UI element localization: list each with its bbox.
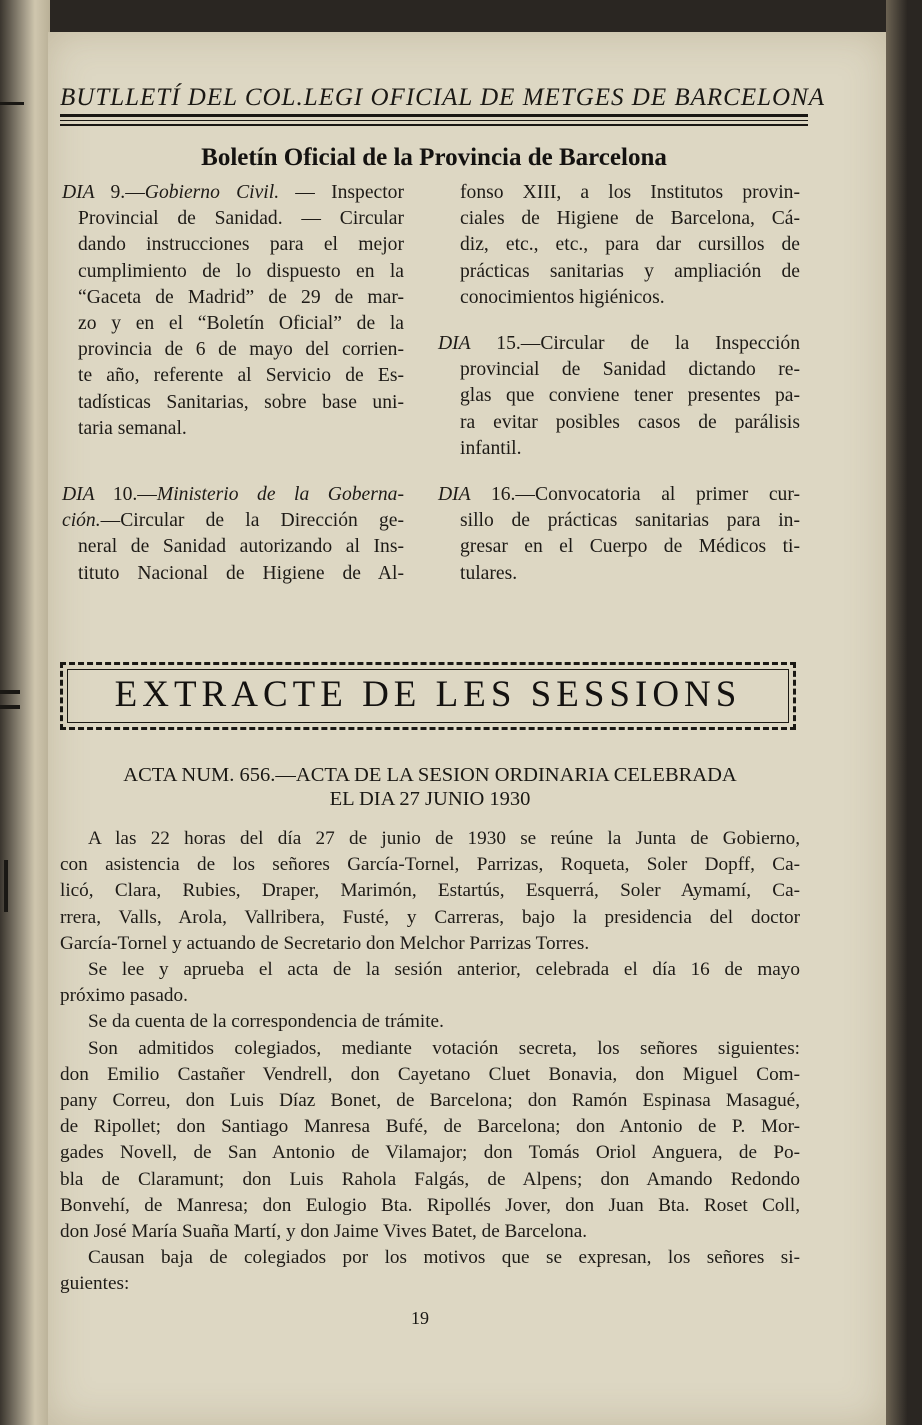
page-shadow xyxy=(886,0,922,1425)
header-rule xyxy=(60,114,808,117)
entry-line: DIA 15.—Circular de la Inspección xyxy=(438,333,800,355)
entry-dia-16 xyxy=(438,482,800,587)
right-column xyxy=(438,180,800,587)
entry-line: zo y en el “Boletín Oficial” de la xyxy=(78,313,404,335)
acta-heading xyxy=(60,763,800,811)
body-line: don José María Suaña Martí, y don Jaime Vives Batet, de Barcelona. xyxy=(60,1221,588,1243)
body-line: pany Correu, don Luis Díaz Bonet, de Barcelona; don Ramón Espinasa Masagué, xyxy=(60,1090,800,1112)
body-line: Causan baja de colegiados por los motivos que se expresan, los señores si- xyxy=(88,1247,800,1269)
entry-line: taria semanal. xyxy=(78,417,187,439)
entry-continuation xyxy=(460,180,800,311)
entry-line: te año, referente al Servicio de Es- xyxy=(78,365,404,387)
body-line: rrera, Valls, Arola, Vallribera, Fusté, y Carreras, bajo la presidencia del doctor xyxy=(60,906,800,928)
entry-line: sillo de prácticas sanitarias para in- xyxy=(460,510,800,532)
page-number: 19 xyxy=(411,1308,429,1328)
entry-line: DIA 10.—Ministerio de la Goberna- xyxy=(62,484,404,506)
body-line: licó, Clara, Rubies, Draper, Marimón, Estartús, Esquerrá, Soler Aymamí, Ca- xyxy=(60,880,800,902)
body-line: Son admitidos colegiados, mediante votación secreta, los señores siguientes: xyxy=(88,1037,800,1059)
entry-line: Provincial de Sanidad. — Circular xyxy=(78,208,404,230)
entry-line: glas que conviene tener presentes pa- xyxy=(460,385,800,407)
entry-line: diz, etc., etc., para dar cursillos de xyxy=(460,234,800,256)
section-title: Boletín Oficial de la Provincia de Barcelona xyxy=(201,144,667,171)
entry-line: provincial de Sanidad dictando re- xyxy=(460,359,800,381)
body-line: de Ripollet; don Santiago Manresa Bufé, de Barcelona; don Antonio de P. Mor- xyxy=(60,1116,800,1138)
entry-line: neral de Sanidad autorizando al Ins- xyxy=(78,536,404,558)
entry-dia-9 xyxy=(62,180,404,442)
body-line: gades Novell, de San Antonio de Vilamajor; don Tomás Oriol Anguera, de Po- xyxy=(60,1142,800,1164)
minutes-body xyxy=(60,826,800,1298)
body-line: A las 22 horas del día 27 de junio de 1930 se reúne la Junta de Gobierno, xyxy=(88,828,800,849)
entry-line: “Gaceta de Madrid” de 29 de mar- xyxy=(78,286,404,308)
binding-mark xyxy=(0,102,24,105)
entry-line: tulares. xyxy=(460,562,518,584)
entry-line: DIA 16.—Convocatoria al primer cur- xyxy=(438,484,800,506)
body-line: guientes: xyxy=(60,1273,130,1295)
entry-line: ción.—Circular de la Dirección ge- xyxy=(62,510,404,532)
entry-line: conocimientos higiénicos. xyxy=(460,286,665,308)
adjacent-page-edge xyxy=(0,0,50,1425)
entry-line: DIA 9.—Gobierno Civil. — Inspector xyxy=(62,182,405,203)
binding-mark xyxy=(0,690,20,694)
binding-mark xyxy=(0,705,20,709)
binding-mark xyxy=(4,860,8,912)
entry-line: cumplimiento de lo dispuesto en la xyxy=(78,260,404,282)
body-line: García-Tornel y actuando de Secretario don Melchor Parrizas Torres. xyxy=(60,932,590,954)
body-line: Se da cuenta de la correspondencia de trámite. xyxy=(88,1011,444,1033)
body-line: don Emilio Castañer Vendrell, don Cayetano Cluet Bonavia, don Miguel Com- xyxy=(60,1063,800,1085)
entry-line: dando instrucciones para el mejor xyxy=(78,234,404,256)
entry-line: ciales de Higiene de Barcelona, Cá- xyxy=(460,208,800,230)
header-rule xyxy=(60,120,808,121)
entry-dia-15 xyxy=(438,331,800,462)
left-column xyxy=(62,180,404,587)
entry-line: infantil. xyxy=(460,437,522,459)
journal-header: BUTLLETÍ DEL COL.LEGI OFICIAL DE METGES DE BARCELONA xyxy=(60,84,826,111)
header-rule xyxy=(60,124,808,126)
entry-line: gresar en el Cuerpo de Médicos ti- xyxy=(460,536,800,558)
acta-heading-line: EL DIA 27 JUNIO 1930 xyxy=(329,788,531,810)
body-line: Se lee y aprueba el acta de la sesión anterior, celebrada el día 16 de mayo xyxy=(88,959,800,981)
entry-line: prácticas sanitarias y ampliación de xyxy=(460,260,800,282)
banner-title: EXTRACTE DE LES SESSIONS xyxy=(114,674,742,715)
entry-dia-10 xyxy=(62,482,404,587)
entry-line: fonso XIII, a los Institutos provin- xyxy=(460,182,800,203)
body-line: próximo pasado. xyxy=(60,985,188,1007)
body-line: Bonvehí, de Manresa; don Eulogio Bta. Ripollés Jover, don Juan Bta. Roset Coll, xyxy=(60,1194,800,1216)
entry-line: provincia de 6 de mayo del corrien- xyxy=(78,339,404,361)
entry-line: tituto Nacional de Higiene de Al- xyxy=(78,562,404,584)
acta-heading-line: ACTA NUM. 656.—ACTA DE LA SESION ORDINARIA CELEBRADA xyxy=(123,764,737,786)
entry-line: ra evitar posibles casos de parálisis xyxy=(460,411,800,433)
body-line: con asistencia de los señores García-Tornel, Parrizas, Roqueta, Soler Dopff, Ca- xyxy=(60,854,800,876)
body-line: bla de Claramunt; don Luis Rahola Falgás, de Alpens; don Amando Redondo xyxy=(60,1168,800,1190)
entry-line: tadísticas Sanitarias, sobre base uni- xyxy=(78,391,404,413)
